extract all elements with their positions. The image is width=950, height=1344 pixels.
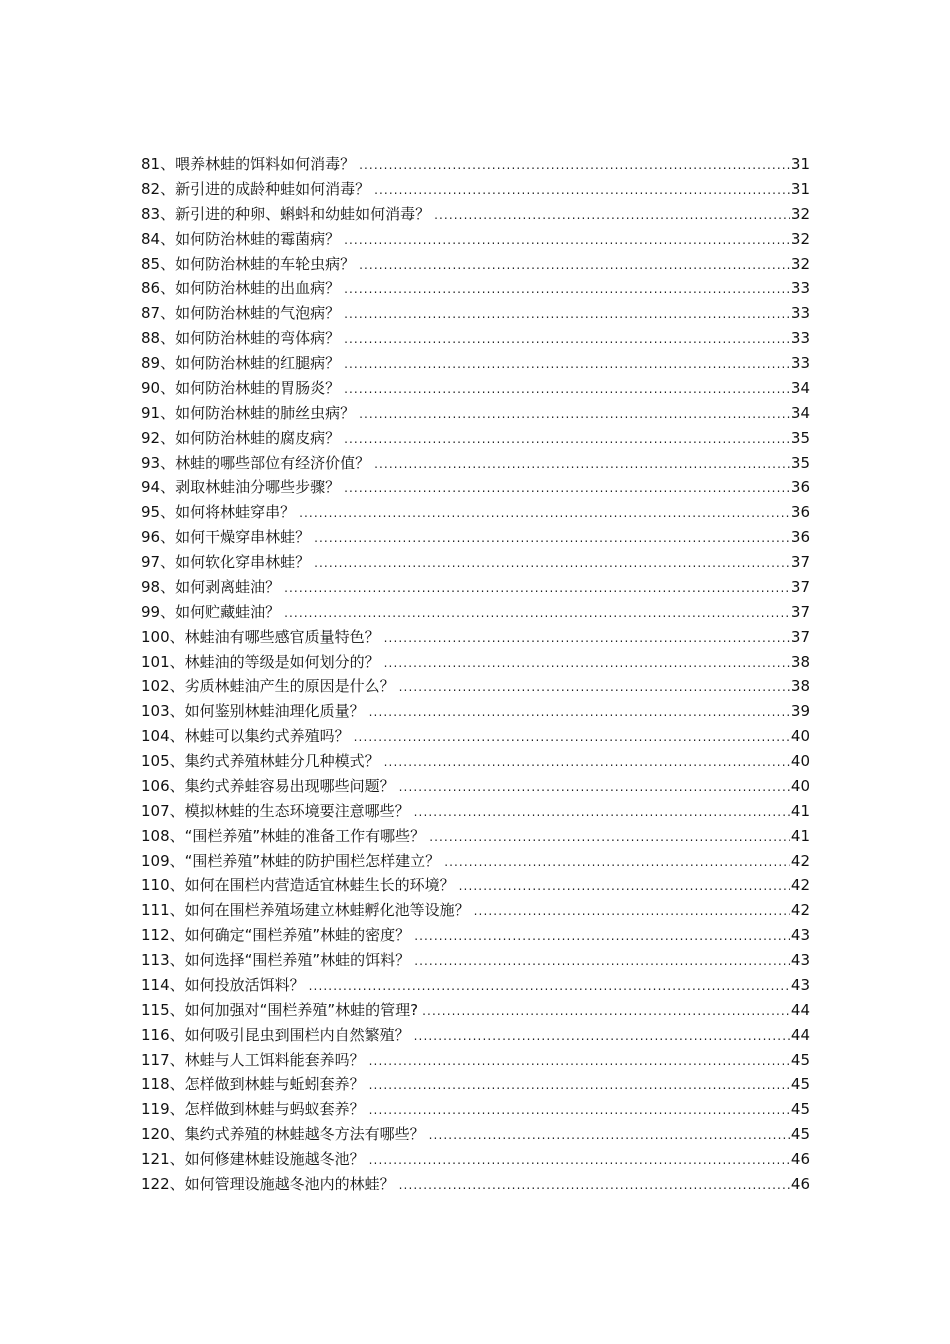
- toc-dot-leader: [344, 327, 790, 352]
- toc-dot-leader: [369, 700, 790, 725]
- toc-dot-leader: [474, 899, 790, 924]
- toc-page-number: 39: [790, 702, 810, 721]
- toc-page-number: 40: [790, 752, 810, 770]
- toc-page-number: 41: [790, 801, 810, 820]
- toc-entry[interactable]: [141, 998, 810, 1023]
- toc-dot-leader: [374, 452, 790, 477]
- toc-dot-leader: [284, 576, 790, 601]
- toc-dot-leader: [429, 1123, 790, 1148]
- toc-entry[interactable]: [141, 873, 810, 898]
- toc-page-number: 42: [790, 851, 810, 870]
- toc-page-number: 40: [790, 776, 810, 795]
- toc-entry[interactable]: [141, 923, 810, 948]
- toc-dot-leader: [359, 402, 790, 427]
- toc-entry-title: 99、如何贮藏蛙油？: [141, 602, 281, 621]
- toc-dot-leader: [359, 253, 790, 278]
- toc-entry-title: 117、林蛙与人工饵料能套养吗？: [141, 1050, 365, 1069]
- toc-page-number: 37: [790, 553, 810, 571]
- toc-dot-leader: [369, 1098, 790, 1123]
- toc-page-number: 42: [790, 901, 810, 920]
- toc-entry[interactable]: [141, 749, 810, 774]
- toc-page-number: 45: [790, 1075, 810, 1094]
- toc-entry-title: 101、林蛙油的等级是如何划分的？: [141, 652, 380, 671]
- toc-entry-title: 111、如何在围栏养殖场建立林蛙孵化池等设施？: [141, 901, 470, 920]
- toc-entry[interactable]: [141, 227, 810, 252]
- toc-dot-leader: [344, 302, 790, 327]
- toc-entry[interactable]: [141, 475, 810, 500]
- toc-page-number: 32: [790, 229, 810, 248]
- toc-dot-leader: [369, 1049, 790, 1074]
- toc-page-number: 37: [790, 577, 810, 596]
- toc-page-number: 42: [790, 876, 810, 895]
- toc-entry[interactable]: [141, 326, 810, 351]
- toc-dot-leader: [344, 427, 790, 452]
- toc-entry[interactable]: [141, 774, 810, 799]
- toc-entry[interactable]: [141, 575, 810, 600]
- toc-dot-leader: [344, 228, 790, 253]
- toc-page-number: 45: [790, 1100, 810, 1119]
- toc-page-number: 44: [790, 1000, 810, 1019]
- toc-entry[interactable]: [141, 202, 810, 227]
- toc-page-number: 35: [790, 453, 810, 472]
- toc-dot-leader: [422, 999, 790, 1024]
- toc-dot-leader: [444, 850, 790, 875]
- toc-page-number: 35: [790, 428, 810, 447]
- toc-dot-leader: [434, 203, 790, 228]
- toc-entry-title: 119、怎样做到林蛙与蚂蚁套养？: [141, 1100, 365, 1119]
- toc-entry[interactable]: [141, 451, 810, 476]
- toc-dot-leader: [414, 1024, 790, 1049]
- toc-dot-leader: [299, 501, 790, 526]
- toc-entry[interactable]: [141, 650, 810, 675]
- toc-page-number: 31: [790, 179, 810, 198]
- toc-entry-title: 120、集约式养殖的林蛙越冬方法有哪些？: [141, 1125, 425, 1144]
- toc-entry[interactable]: [141, 351, 810, 376]
- toc-entry[interactable]: [141, 152, 810, 177]
- toc-entry-title: 118、怎样做到林蛙与蚯蚓套养？: [141, 1075, 365, 1094]
- toc-page-number: 33: [790, 354, 810, 372]
- toc-entry-title: 83、新引进的种卵、蝌蚪和幼蛙如何消毒？: [141, 204, 431, 223]
- toc-entry-title: 96、如何干燥穿串林蛙？: [141, 528, 311, 547]
- toc-page-number: 45: [790, 1050, 810, 1069]
- toc-entry-title: 91、如何防治林蛙的肺丝虫病？: [141, 403, 356, 422]
- toc-entry-title: 112、如何确定“围栏养殖”林蛙的密度？: [141, 926, 411, 945]
- toc-entry-title: 90、如何防治林蛙的胃肠炎？: [141, 378, 341, 397]
- toc-page-number: 36: [790, 503, 810, 522]
- toc-entry-title: 116、如何吸引昆虫到围栏内自然繁殖？: [141, 1025, 410, 1044]
- toc-entry-title: 95、如何将林蛙穿串？: [141, 503, 296, 522]
- toc-dot-leader: [374, 178, 790, 203]
- toc-entry[interactable]: [141, 1147, 810, 1172]
- toc-entry-title: 122、如何管理设施越冬池内的林蛙？: [141, 1174, 395, 1193]
- toc-entry-title: 108、“围栏养殖”林蛙的准备工作有哪些？: [141, 826, 426, 845]
- toc-dot-leader: [284, 601, 790, 626]
- toc-dot-leader: [344, 377, 790, 402]
- toc-entry[interactable]: [141, 301, 810, 326]
- toc-entry-title: 86、如何防治林蛙的出血病？: [141, 279, 341, 298]
- toc-page-number: 33: [790, 304, 810, 323]
- toc-dot-leader: [399, 775, 790, 800]
- toc-entry-title: 82、新引进的成龄种蛙如何消毒？: [141, 179, 371, 198]
- toc-page-number: 40: [790, 727, 810, 746]
- toc-entry-title: 87、如何防治林蛙的气泡病？: [141, 304, 341, 323]
- toc-entry[interactable]: [141, 948, 810, 973]
- toc-dot-leader: [344, 352, 790, 377]
- toc-entry-title: 94、剥取林蛙油分哪些步骤？: [141, 478, 341, 497]
- toc-page-number: 43: [790, 975, 810, 994]
- toc-entry[interactable]: [141, 724, 810, 749]
- toc-page-number: 43: [790, 951, 810, 969]
- toc-dot-leader: [344, 277, 790, 302]
- toc-entry-title: 105、集约式养殖林蛙分几种模式？: [141, 752, 380, 770]
- toc-dot-leader: [384, 651, 790, 676]
- table-of-contents: [141, 152, 810, 1197]
- toc-entry[interactable]: [141, 276, 810, 301]
- toc-dot-leader: [414, 949, 790, 974]
- toc-entry-title: 97、如何软化穿串林蛙？: [141, 553, 311, 571]
- toc-entry-title: 100、林蛙油有哪些感官质量特色？: [141, 627, 380, 646]
- toc-entry-title: 102、劣质林蛙油产生的原因是什么？: [141, 677, 395, 696]
- toc-dot-leader: [344, 476, 790, 501]
- toc-dot-leader: [369, 1148, 790, 1173]
- toc-entry[interactable]: [141, 1048, 810, 1073]
- toc-page-number: 36: [790, 528, 810, 547]
- toc-entry[interactable]: [141, 1172, 810, 1197]
- toc-entry[interactable]: [141, 674, 810, 699]
- toc-page-number: 36: [790, 478, 810, 497]
- toc-dot-leader: [309, 974, 790, 999]
- toc-page-number: 34: [790, 403, 810, 422]
- toc-page-number: 46: [790, 1174, 810, 1193]
- toc-page-number: 46: [790, 1150, 810, 1168]
- toc-entry[interactable]: [141, 849, 810, 874]
- toc-entry-title: 103、如何鉴别林蛙油理化质量？: [141, 702, 365, 721]
- toc-page-number: 31: [790, 155, 810, 173]
- toc-dot-leader: [399, 1173, 790, 1198]
- toc-entry-title: 84、如何防治林蛙的霉菌病？: [141, 229, 341, 248]
- toc-page-number: 45: [790, 1125, 810, 1144]
- toc-dot-leader: [359, 153, 790, 178]
- toc-entry[interactable]: [141, 550, 810, 575]
- toc-entry-title: 106、集约式养蛙容易出现哪些问题？: [141, 776, 395, 795]
- toc-page-number: 34: [790, 378, 810, 397]
- toc-entry[interactable]: [141, 376, 810, 401]
- toc-entry[interactable]: [141, 799, 810, 824]
- toc-entry-title: 109、“围栏养殖”林蛙的防护围栏怎样建立？: [141, 851, 441, 870]
- toc-page-number: 43: [790, 926, 810, 945]
- toc-dot-leader: [314, 551, 790, 576]
- toc-entry[interactable]: [141, 1122, 810, 1147]
- toc-entry[interactable]: [141, 525, 810, 550]
- toc-entry[interactable]: [141, 1072, 810, 1097]
- toc-page-number: 41: [790, 826, 810, 845]
- toc-dot-leader: [369, 1073, 790, 1098]
- toc-page-number: 32: [790, 254, 810, 273]
- toc-entry-title: 104、林蛙可以集约式养殖吗？: [141, 727, 350, 746]
- toc-entry[interactable]: [141, 600, 810, 625]
- toc-dot-leader: [399, 675, 790, 700]
- toc-page-number: 33: [790, 279, 810, 298]
- toc-entry[interactable]: [141, 824, 810, 849]
- toc-dot-leader: [384, 626, 790, 651]
- toc-entry[interactable]: [141, 625, 810, 650]
- toc-entry[interactable]: [141, 401, 810, 426]
- toc-entry[interactable]: [141, 500, 810, 525]
- toc-entry[interactable]: [141, 973, 810, 998]
- toc-entry-title: 121、如何修建林蛙设施越冬池？: [141, 1150, 365, 1168]
- toc-entry-title: 88、如何防治林蛙的弯体病？: [141, 329, 341, 348]
- toc-entry-title: 107、模拟林蛙的生态环境要注意哪些？: [141, 801, 410, 820]
- toc-entry-title: 110、如何在围栏内营造适宜林蛙生长的环境？: [141, 876, 455, 895]
- toc-entry-title: 81、喂养林蛙的饵料如何消毒？: [141, 155, 356, 173]
- toc-page-number: 33: [790, 329, 810, 348]
- toc-dot-leader: [354, 725, 790, 750]
- toc-page-number: 44: [790, 1025, 810, 1044]
- toc-page-number: 38: [790, 677, 810, 696]
- toc-entry-title: 92、如何防治林蛙的腐皮病？: [141, 428, 341, 447]
- toc-entry[interactable]: [141, 426, 810, 451]
- toc-entry-title: 85、如何防治林蛙的车轮虫病？: [141, 254, 356, 273]
- toc-page-number: 37: [790, 627, 810, 646]
- toc-entry-title: 113、如何选择“围栏养殖”林蛙的饵料？: [141, 951, 411, 969]
- toc-page-number: 37: [790, 602, 810, 621]
- toc-entry[interactable]: [141, 699, 810, 724]
- toc-entry[interactable]: [141, 177, 810, 202]
- toc-entry[interactable]: [141, 1023, 810, 1048]
- toc-dot-leader: [429, 825, 790, 850]
- toc-page-number: 32: [790, 204, 810, 223]
- toc-dot-leader: [414, 924, 790, 949]
- toc-dot-leader: [459, 874, 790, 899]
- toc-entry[interactable]: [141, 1097, 810, 1122]
- toc-entry-title: 89、如何防治林蛙的红腿病？: [141, 354, 341, 372]
- toc-entry-title: 114、如何投放活饵料？: [141, 975, 305, 994]
- toc-entry-title: 93、林蛙的哪些部位有经济价值？: [141, 453, 371, 472]
- toc-entry-title: 98、如何剥离蛙油？: [141, 577, 281, 596]
- toc-entry[interactable]: [141, 898, 810, 923]
- toc-dot-leader: [414, 800, 790, 825]
- toc-page-number: 38: [790, 652, 810, 671]
- toc-dot-leader: [384, 750, 790, 775]
- toc-entry-title: 115、如何加强对“围栏养殖”林蛙的管理?: [141, 1000, 419, 1019]
- toc-dot-leader: [314, 526, 790, 551]
- toc-entry[interactable]: [141, 252, 810, 277]
